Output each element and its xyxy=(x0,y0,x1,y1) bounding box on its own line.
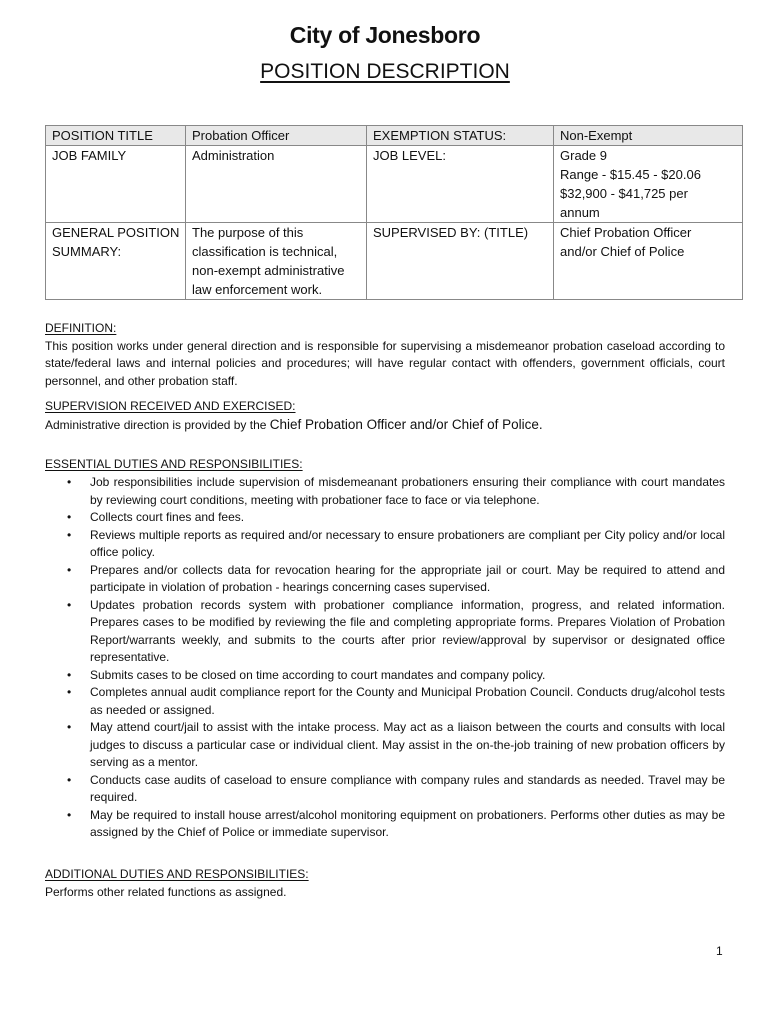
page-title: City of Jonesboro xyxy=(289,22,481,48)
summary-line: The purpose of this xyxy=(192,225,304,240)
duty-text: May be required to install house arrest/alcohol monitoring equipment on probationers. Performs other duties as may be assigned by the Chief of Police or immediate supervisor. xyxy=(90,807,725,839)
summary-label xyxy=(46,223,186,300)
position-title-label: POSITION TITLE xyxy=(46,126,186,146)
list-item xyxy=(45,527,725,562)
bullet-icon: • xyxy=(67,772,72,787)
supervised-by-value xyxy=(554,223,743,300)
additional-duties-heading: ADDITIONAL DUTIES AND RESPONSIBILITIES: xyxy=(45,867,309,881)
bullet-icon: • xyxy=(67,597,72,612)
list-item xyxy=(45,684,725,719)
job-level-line: Range - $15.45 - $20.06 xyxy=(560,167,701,182)
definition-heading: DEFINITION: xyxy=(45,321,117,335)
essential-duties-heading: ESSENTIAL DUTIES AND RESPONSIBILITIES: xyxy=(45,457,303,471)
duty-text: Submits cases to be closed on time according to court mandates and company policy. xyxy=(90,667,546,682)
additional-duties-section xyxy=(45,866,725,901)
list-item xyxy=(45,474,725,509)
table-row xyxy=(46,223,743,300)
job-level-label: JOB LEVEL: xyxy=(367,146,554,223)
duty-text: Reviews multiple reports as required and/or necessary to ensure probationers are compliant per City policy and/or local office policy. xyxy=(90,527,725,559)
job-level-value xyxy=(554,146,743,223)
bullet-icon: • xyxy=(67,685,72,699)
summary-line: non-exempt administrative xyxy=(192,263,345,278)
position-info-table xyxy=(45,125,743,300)
bullet-icon: • xyxy=(67,527,72,542)
page-subtitle: POSITION DESCRIPTION xyxy=(260,60,510,83)
exemption-status-value: Non-Exempt xyxy=(554,126,743,146)
bullet-icon: • xyxy=(67,510,72,524)
supervised-by-label: SUPERVISED BY: (TITLE) xyxy=(367,223,554,300)
duty-text: Job responsibilities include supervision of misdemeanant probationers ensuring their compliance with court mandates by reviewing court conditions, meeting with probationer face to face or via telephone. xyxy=(90,475,725,507)
duty-text: Updates probation records system with probationer compliance information, progress, and related information. Prepares cases to be modified by reviewing the file and completing appropriate forms. Prepares Violation of Probation Report/warrants weekly, and submits to the courts after prior review/approval by supervisor or designated office representative. xyxy=(90,597,725,664)
summary-label-line: SUMMARY: xyxy=(52,244,122,259)
page-number: 1 xyxy=(716,944,723,958)
job-level-line: Grade 9 xyxy=(560,148,607,163)
duty-text: Completes annual audit compliance report for the County and Municipal Probation Council. Conducts drug/alcohol tests as needed or assigned. xyxy=(90,685,725,717)
summary-value xyxy=(186,223,367,300)
list-item xyxy=(45,719,725,772)
duty-text: May attend court/jail to assist with the intake process. May act as a liaison between the courts and consults with local judges to discuss a particular case or individual client. May assist in the on-the-job training of new probation officers by serving as a mentor. xyxy=(90,720,725,769)
essential-duties-heading-wrap xyxy=(45,456,725,474)
bullet-icon: • xyxy=(67,475,72,489)
bullet-icon: • xyxy=(67,807,72,822)
supervision-text-prefix: Administrative direction is provided by the xyxy=(45,417,270,432)
definition-text: This position works under general direction and is responsible for supervising a misdemeanor probation caseload according to state/federal laws and internal policies and procedures; will have regular contact with offenders, government officials, court personnel, and other probation staff. xyxy=(45,338,725,388)
bullet-icon: • xyxy=(67,667,72,682)
list-item xyxy=(45,772,725,807)
list-item xyxy=(45,667,725,685)
summary-line: law enforcement work. xyxy=(192,282,323,297)
supervision-text xyxy=(45,416,725,435)
additional-duties-text: Performs other related functions as assigned. xyxy=(45,884,287,899)
essential-duties-list xyxy=(45,474,725,842)
definition-section xyxy=(45,320,725,390)
supervision-section xyxy=(45,398,725,434)
job-level-line: $32,900 - $41,725 per xyxy=(560,186,688,201)
job-level-line: annum xyxy=(560,205,600,220)
list-item xyxy=(45,562,725,597)
table-row xyxy=(46,146,743,223)
list-item xyxy=(45,597,725,667)
supervision-text-emphasis: Chief Probation Officer and/or Chief of Police. xyxy=(269,416,543,432)
supervised-line: and/or Chief of Police xyxy=(560,244,685,259)
summary-line: classification is technical, xyxy=(192,244,338,259)
job-family-label: JOB FAMILY xyxy=(46,146,186,223)
table-row xyxy=(46,126,743,146)
duty-text: Conducts case audits of caseload to ensure compliance with company rules and standards as needed. Travel may be required. xyxy=(90,772,725,804)
supervision-heading: SUPERVISION RECEIVED AND EXERCISED: xyxy=(45,399,296,413)
job-family-value: Administration xyxy=(186,146,367,223)
position-title-value: Probation Officer xyxy=(186,126,367,146)
list-item xyxy=(45,509,725,527)
supervised-line: Chief Probation Officer xyxy=(560,225,692,240)
duty-text: Collects court fines and fees. xyxy=(90,510,245,524)
list-item xyxy=(45,807,725,842)
bullet-icon: • xyxy=(67,562,72,577)
duty-text: Prepares and/or collects data for revocation hearing for the appropriate jail or court. May be required to attend and participate in violation of probation - hearings concerning cases supervised. xyxy=(90,562,725,594)
exemption-status-label: EXEMPTION STATUS: xyxy=(367,126,554,146)
summary-label-line: GENERAL POSITION xyxy=(52,225,180,240)
bullet-icon: • xyxy=(67,720,72,734)
